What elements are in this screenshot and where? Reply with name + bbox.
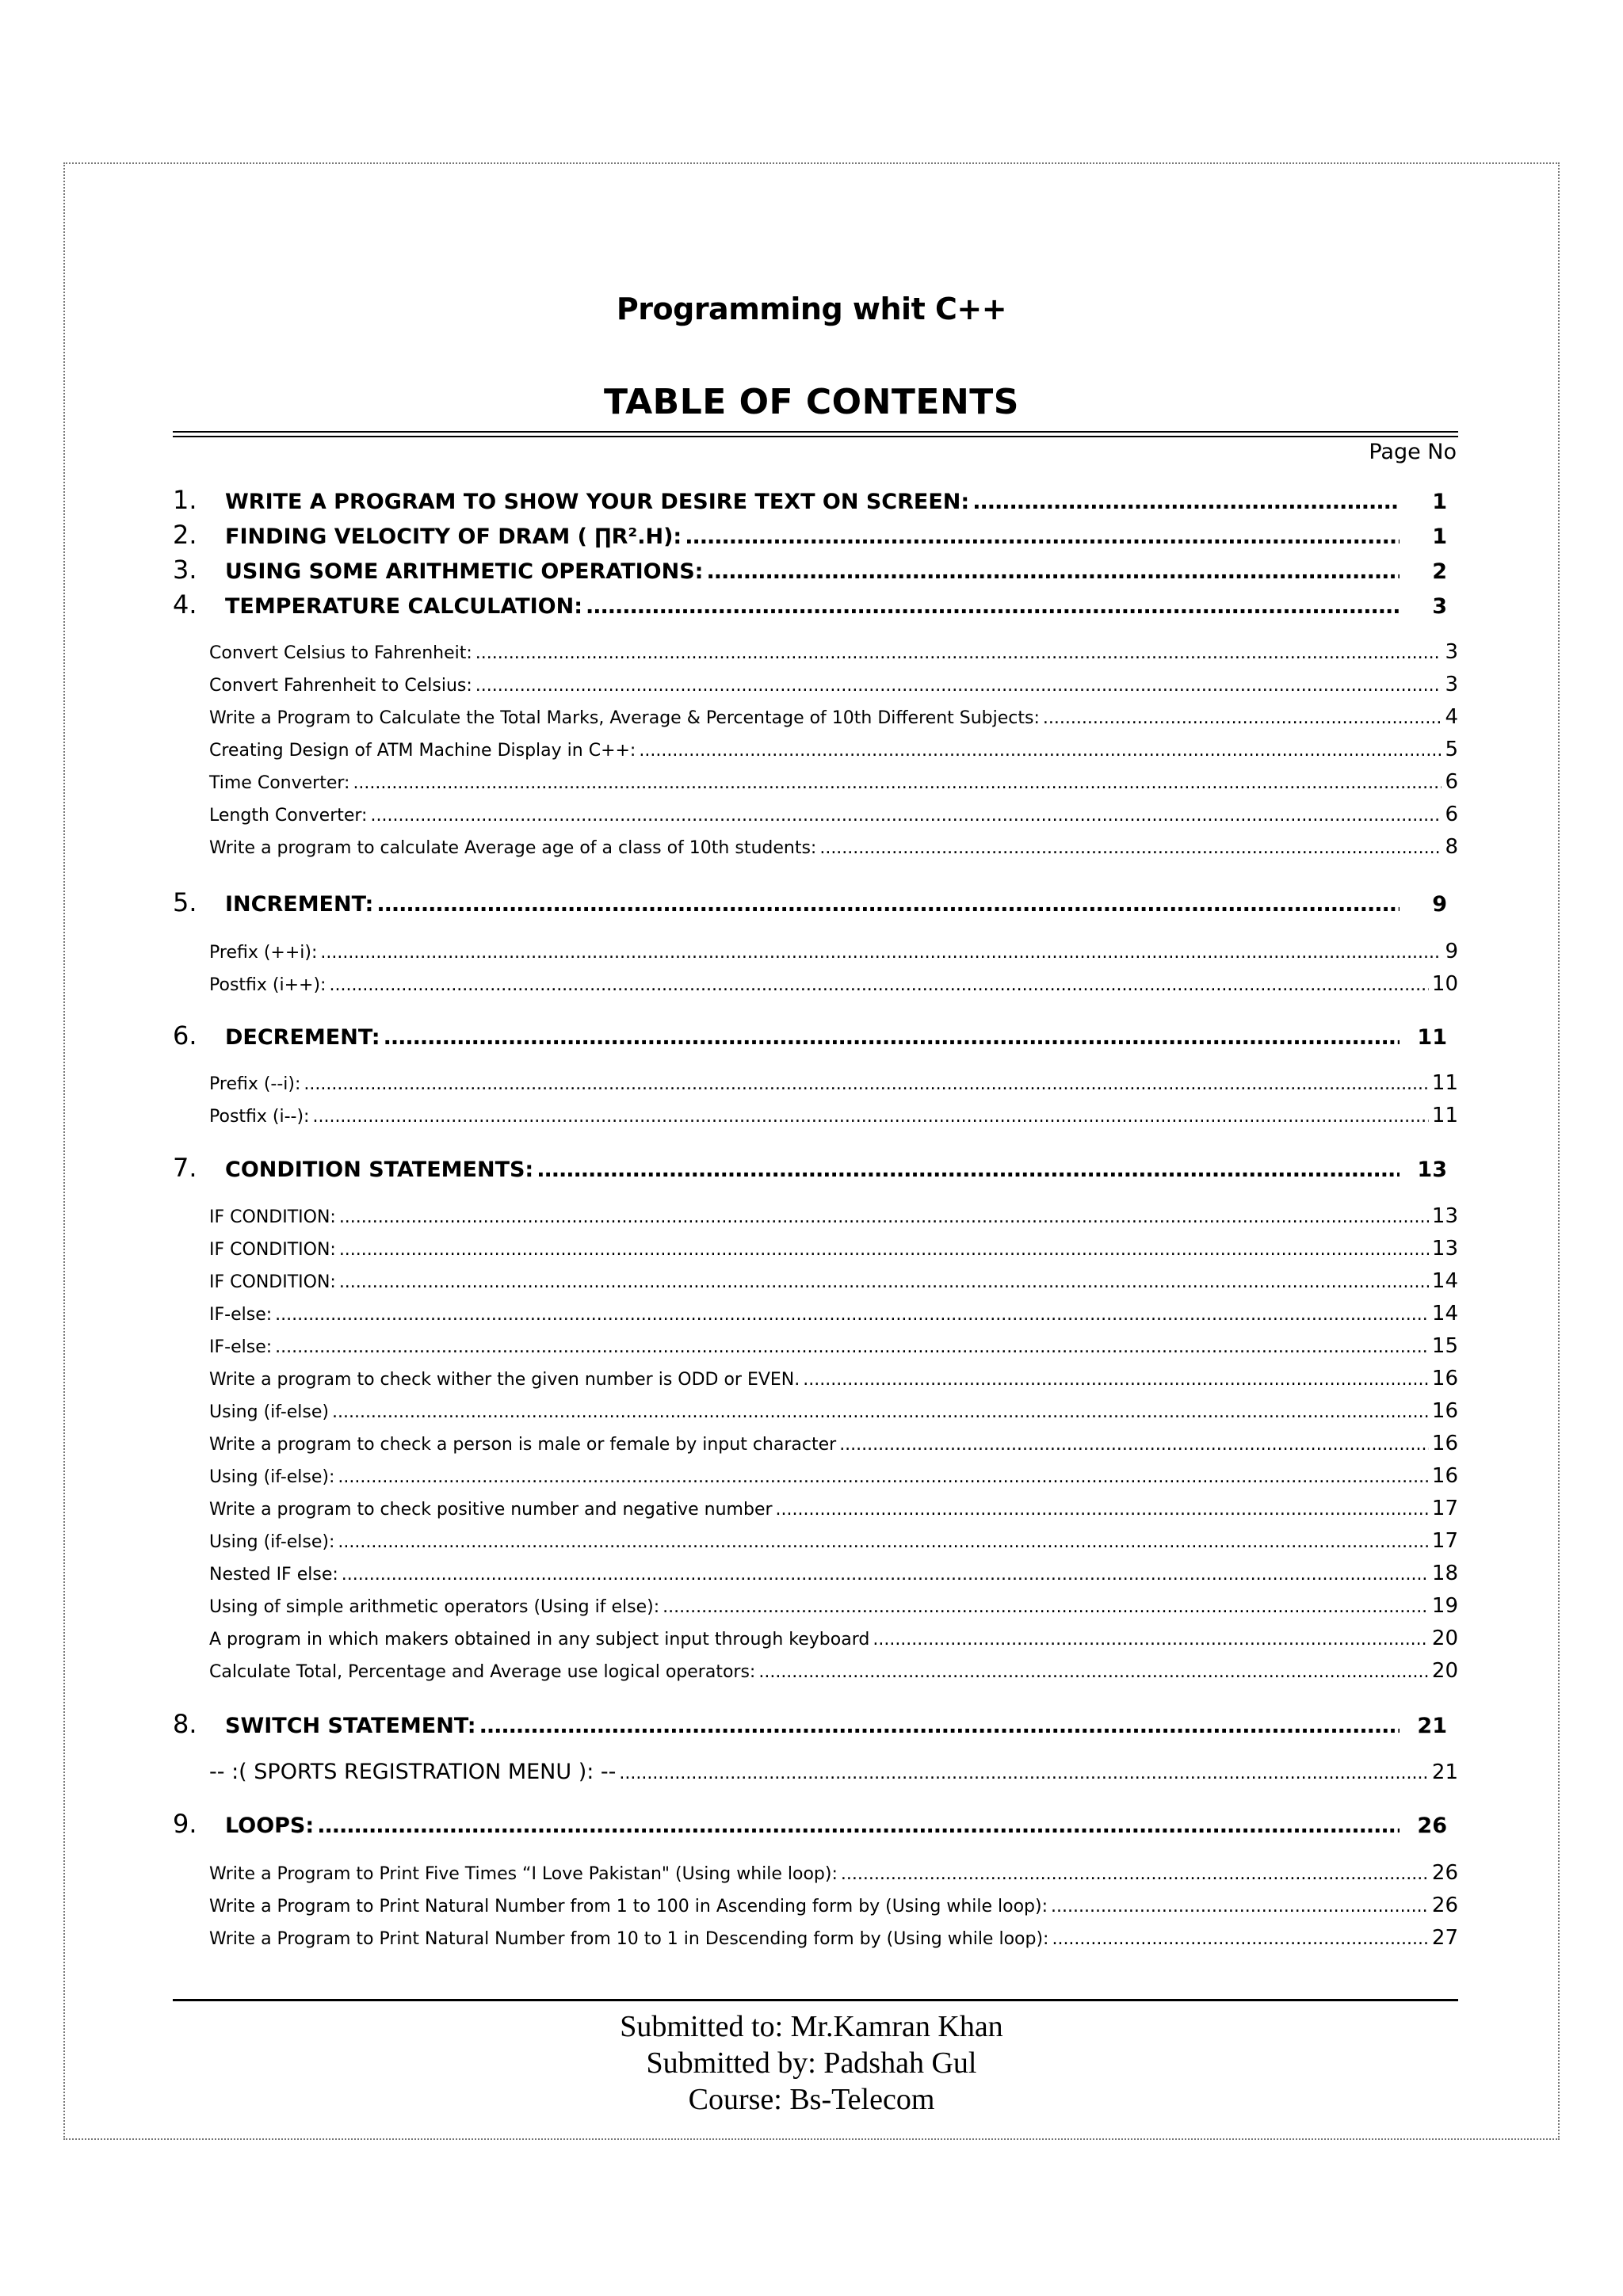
toc-entry-label: Write a program to check a person is male or female by input character [209, 1435, 837, 1455]
dot-leader [1051, 1897, 1429, 1917]
dot-leader [758, 1662, 1429, 1682]
toc-page-number: 27 [1431, 1926, 1458, 1950]
toc-page-number: 16 [1431, 1464, 1458, 1488]
toc-entry-label: FINDING VELOCITY OF DRAM ( ∏R².H): [225, 524, 682, 549]
dot-leader [776, 1500, 1429, 1520]
toc-subsection-entry[interactable] [173, 1334, 1458, 1358]
toc-page-number: 16 [1431, 1432, 1458, 1455]
toc-entry-label: Write a program to calculate Average age of a class of 10th students: [209, 838, 817, 858]
toc-section-entry[interactable] [173, 1020, 1458, 1051]
toc-entry-label: -- :( SPORTS REGISTRATION MENU ): -- [209, 1760, 617, 1784]
dot-leader [1043, 708, 1442, 728]
submitted-by: Submitted by: Padshah Gul [646, 2046, 977, 2080]
toc-section-entry[interactable] [173, 887, 1458, 917]
toc-entry-label: USING SOME ARITHMETIC OPERATIONS: [225, 559, 704, 584]
dot-leader [663, 1597, 1429, 1617]
toc-subsection-entry[interactable] [173, 673, 1458, 696]
dot-leader [338, 1532, 1429, 1552]
toc-entry-label: IF CONDITION: [209, 1272, 336, 1292]
heading-divider [173, 431, 1458, 437]
dot-leader [339, 1240, 1429, 1260]
toc-page-number: 9 [1432, 892, 1447, 917]
toc-entry-label: Write a Program to Calculate the Total Marks, Average & Percentage of 10th Different Subjects: [209, 708, 1040, 728]
toc-page-number: 3 [1445, 673, 1458, 696]
dot-leader [339, 1272, 1429, 1292]
dot-leader [475, 676, 1442, 696]
dot-leader [839, 1435, 1429, 1455]
toc-section-entry[interactable] [173, 555, 1458, 585]
dot-leader [275, 1305, 1429, 1325]
toc-page-number: 26 [1417, 1814, 1447, 1838]
toc-section-number: 8. [173, 1709, 197, 1739]
toc-page-number: 21 [1431, 1760, 1458, 1784]
toc-section-number: 7. [173, 1153, 197, 1183]
toc-entry-label: Postfix (i--): [209, 1107, 310, 1127]
toc-subsection-entry[interactable] [173, 738, 1458, 761]
dot-leader [317, 1814, 1400, 1838]
dot-leader [819, 838, 1442, 858]
toc-subsection-entry[interactable] [173, 1529, 1458, 1553]
toc-section-number: 9. [173, 1809, 197, 1839]
toc-page-number: 1 [1432, 524, 1447, 549]
toc-section-entry[interactable] [173, 1809, 1458, 1839]
toc-entry-label: IF-else: [209, 1305, 273, 1325]
toc-page-number: 11 [1431, 1104, 1458, 1127]
dot-leader [841, 1864, 1429, 1884]
toc-entry-label: WRITE A PROGRAM TO SHOW YOUR DESIRE TEXT ON SCREEN: [225, 490, 970, 514]
toc-subsection-entry[interactable] [173, 1894, 1458, 1917]
toc-section-entry[interactable] [173, 1153, 1458, 1183]
toc-subsection-entry[interactable] [173, 1861, 1458, 1885]
toc-section-number: 1. [173, 485, 197, 515]
toc-entry-label: IF-else: [209, 1337, 273, 1357]
course: Course: Bs-Telecom [688, 2083, 935, 2116]
toc-section-number: 4. [173, 589, 197, 620]
toc-subsection-entry[interactable] [173, 1302, 1458, 1325]
toc-subsection-entry[interactable] [173, 640, 1458, 664]
dot-leader [376, 892, 1400, 917]
dot-leader [619, 1764, 1428, 1783]
toc-page-number: 6 [1445, 770, 1458, 794]
dot-leader [537, 1158, 1400, 1182]
dot-leader [312, 1107, 1428, 1127]
dot-leader [873, 1630, 1429, 1650]
toc-subsection-entry[interactable] [173, 1367, 1458, 1390]
toc-page-number: 26 [1431, 1894, 1458, 1917]
toc-subsection-entry[interactable] [173, 1104, 1458, 1127]
toc-page-number: 20 [1431, 1627, 1458, 1650]
toc-entry-label: Write a program to check positive number and negative number [209, 1500, 773, 1520]
toc-page-number: 19 [1431, 1594, 1458, 1618]
dot-leader [972, 490, 1400, 514]
toc-entry-label: Convert Celsius to Fahrenheit: [209, 643, 472, 663]
toc-page-number: 20 [1431, 1659, 1458, 1683]
dot-leader [706, 559, 1400, 584]
toc-subsection-entry[interactable] [173, 1760, 1458, 1784]
dot-leader [685, 524, 1400, 549]
toc-heading: TABLE OF CONTENTS [604, 382, 1019, 422]
toc-subsection-entry[interactable] [173, 1497, 1458, 1520]
dot-leader [639, 741, 1442, 761]
toc-subsection-entry[interactable] [173, 972, 1458, 996]
dot-leader [475, 643, 1442, 663]
toc-entry-label: INCREMENT: [225, 892, 374, 917]
dot-leader [339, 1207, 1429, 1227]
toc-subsection-entry[interactable] [173, 1627, 1458, 1650]
toc-entry-label: Length Converter: [209, 806, 368, 826]
toc-entry-label: Calculate Total, Percentage and Average use logical operators: [209, 1662, 756, 1682]
toc-page-number: 17 [1431, 1529, 1458, 1553]
toc-entry-label: Time Converter: [209, 773, 350, 793]
toc-page-number: 13 [1417, 1158, 1447, 1182]
dot-leader [479, 1714, 1400, 1738]
toc-entry-label: Write a Program to Print Natural Number from 1 to 100 in Ascending form by (Using while loop): [209, 1897, 1048, 1917]
toc-subsection-entry[interactable] [173, 1464, 1458, 1488]
toc-entry-label: IF CONDITION: [209, 1240, 336, 1260]
toc-page-number: 5 [1445, 738, 1458, 761]
toc-subsection-entry[interactable] [173, 705, 1458, 729]
toc-page-number: 13 [1431, 1204, 1458, 1228]
toc-section-number: 2. [173, 520, 197, 550]
toc-subsection-entry[interactable] [173, 803, 1458, 826]
document-title: Programming whit C++ [616, 292, 1007, 326]
toc-entry-label: Write a Program to Print Natural Number from 10 to 1 in Descending form by (Using while loop): [209, 1929, 1049, 1949]
toc-entry-label: Write a Program to Print Five Times “I Love Pakistan" (Using while loop): [209, 1864, 838, 1884]
toc-section-number: 6. [173, 1020, 197, 1051]
toc-page-number: 16 [1431, 1399, 1458, 1423]
toc-entry-label: Prefix (++i): [209, 943, 318, 963]
toc-entry-label: Using (if-else) [209, 1402, 329, 1422]
toc-page-number: 15 [1431, 1334, 1458, 1358]
dot-leader [338, 1467, 1429, 1487]
toc-entry-label: Write a program to check wither the given number is ODD or EVEN. [209, 1370, 800, 1390]
toc-section-number: 3. [173, 555, 197, 585]
dot-leader [803, 1370, 1429, 1390]
toc-subsection-entry[interactable] [173, 1594, 1458, 1618]
toc-page-number: 10 [1431, 972, 1458, 996]
page-no-label: Page No [1369, 440, 1457, 464]
dot-leader [370, 806, 1442, 826]
toc-entry-label: SWITCH STATEMENT: [225, 1714, 476, 1738]
toc-page-number: 26 [1431, 1861, 1458, 1885]
toc-page-number: 1 [1432, 490, 1447, 514]
toc-subsection-entry[interactable] [173, 1659, 1458, 1683]
dot-leader [304, 1074, 1428, 1094]
dot-leader [275, 1337, 1429, 1357]
toc-entry-label: Nested IF else: [209, 1565, 338, 1585]
toc-subsection-entry[interactable] [173, 1071, 1458, 1095]
toc-section-number: 5. [173, 887, 197, 917]
toc-entry-label: DECREMENT: [225, 1025, 380, 1050]
toc-page-number: 14 [1431, 1269, 1458, 1293]
toc-page-number: 21 [1417, 1714, 1447, 1738]
dot-leader [342, 1565, 1429, 1585]
dot-leader [384, 1025, 1400, 1050]
toc-page-number: 3 [1432, 594, 1447, 619]
toc-page-number: 16 [1431, 1367, 1458, 1390]
toc-page-number: 6 [1445, 803, 1458, 826]
toc-page-number: 13 [1431, 1237, 1458, 1261]
toc-page-number: 17 [1431, 1497, 1458, 1520]
toc-page-number: 3 [1445, 640, 1458, 664]
toc-page-number: 11 [1417, 1025, 1447, 1050]
toc-page-number: 18 [1431, 1562, 1458, 1585]
toc-entry-label: Convert Fahrenheit to Celsius: [209, 676, 472, 696]
toc-subsection-entry[interactable] [173, 835, 1458, 859]
toc-entry-label: Using of simple arithmetic operators (Using if else): [209, 1597, 660, 1617]
toc-page-number: 4 [1445, 705, 1458, 729]
dot-leader [586, 594, 1400, 619]
dot-leader [353, 773, 1442, 793]
toc-entry-label: Creating Design of ATM Machine Display in C++: [209, 741, 636, 761]
toc-entry-label: Prefix (--i): [209, 1074, 301, 1094]
toc-entry-label: IF CONDITION: [209, 1207, 336, 1227]
page-border [63, 162, 1560, 2140]
toc-subsection-entry[interactable] [173, 1432, 1458, 1455]
toc-entry-label: Using (if-else): [209, 1467, 335, 1487]
toc-page-number: 9 [1445, 940, 1458, 963]
toc-page-number: 2 [1432, 559, 1447, 584]
toc-entry-label: Using (if-else): [209, 1532, 335, 1552]
toc-subsection-entry[interactable] [173, 770, 1458, 794]
toc-entry-label: A program in which makers obtained in any subject input through keyboard [209, 1630, 870, 1650]
toc-section-entry[interactable] [173, 589, 1458, 620]
dot-leader [329, 975, 1428, 995]
toc-entry-label: TEMPERATURE CALCULATION: [225, 594, 582, 619]
toc-page-number: 11 [1431, 1071, 1458, 1095]
dot-leader [1052, 1929, 1428, 1949]
toc-entry-label: Postfix (i++): [209, 975, 327, 995]
toc-subsection-entry[interactable] [173, 1237, 1458, 1261]
toc-subsection-entry[interactable] [173, 1204, 1458, 1228]
toc-subsection-entry[interactable] [173, 1269, 1458, 1293]
toc-section-entry[interactable] [173, 1709, 1458, 1739]
dot-leader [320, 943, 1442, 963]
toc-subsection-entry[interactable] [173, 1399, 1458, 1423]
toc-subsection-entry[interactable] [173, 1562, 1458, 1585]
dot-leader [332, 1402, 1429, 1422]
toc-entry-label: CONDITION STATEMENTS: [225, 1158, 534, 1182]
toc-section-entry[interactable] [173, 485, 1458, 515]
toc-entry-label: LOOPS: [225, 1814, 315, 1838]
submitted-to: Submitted to: Mr.Kamran Khan [620, 2010, 1003, 2043]
toc-page-number: 8 [1445, 835, 1458, 859]
toc-section-entry[interactable] [173, 520, 1458, 550]
toc-subsection-entry[interactable] [173, 940, 1458, 963]
toc-subsection-entry[interactable] [173, 1926, 1458, 1950]
footer-divider [173, 1999, 1458, 2001]
toc-page-number: 14 [1431, 1302, 1458, 1325]
